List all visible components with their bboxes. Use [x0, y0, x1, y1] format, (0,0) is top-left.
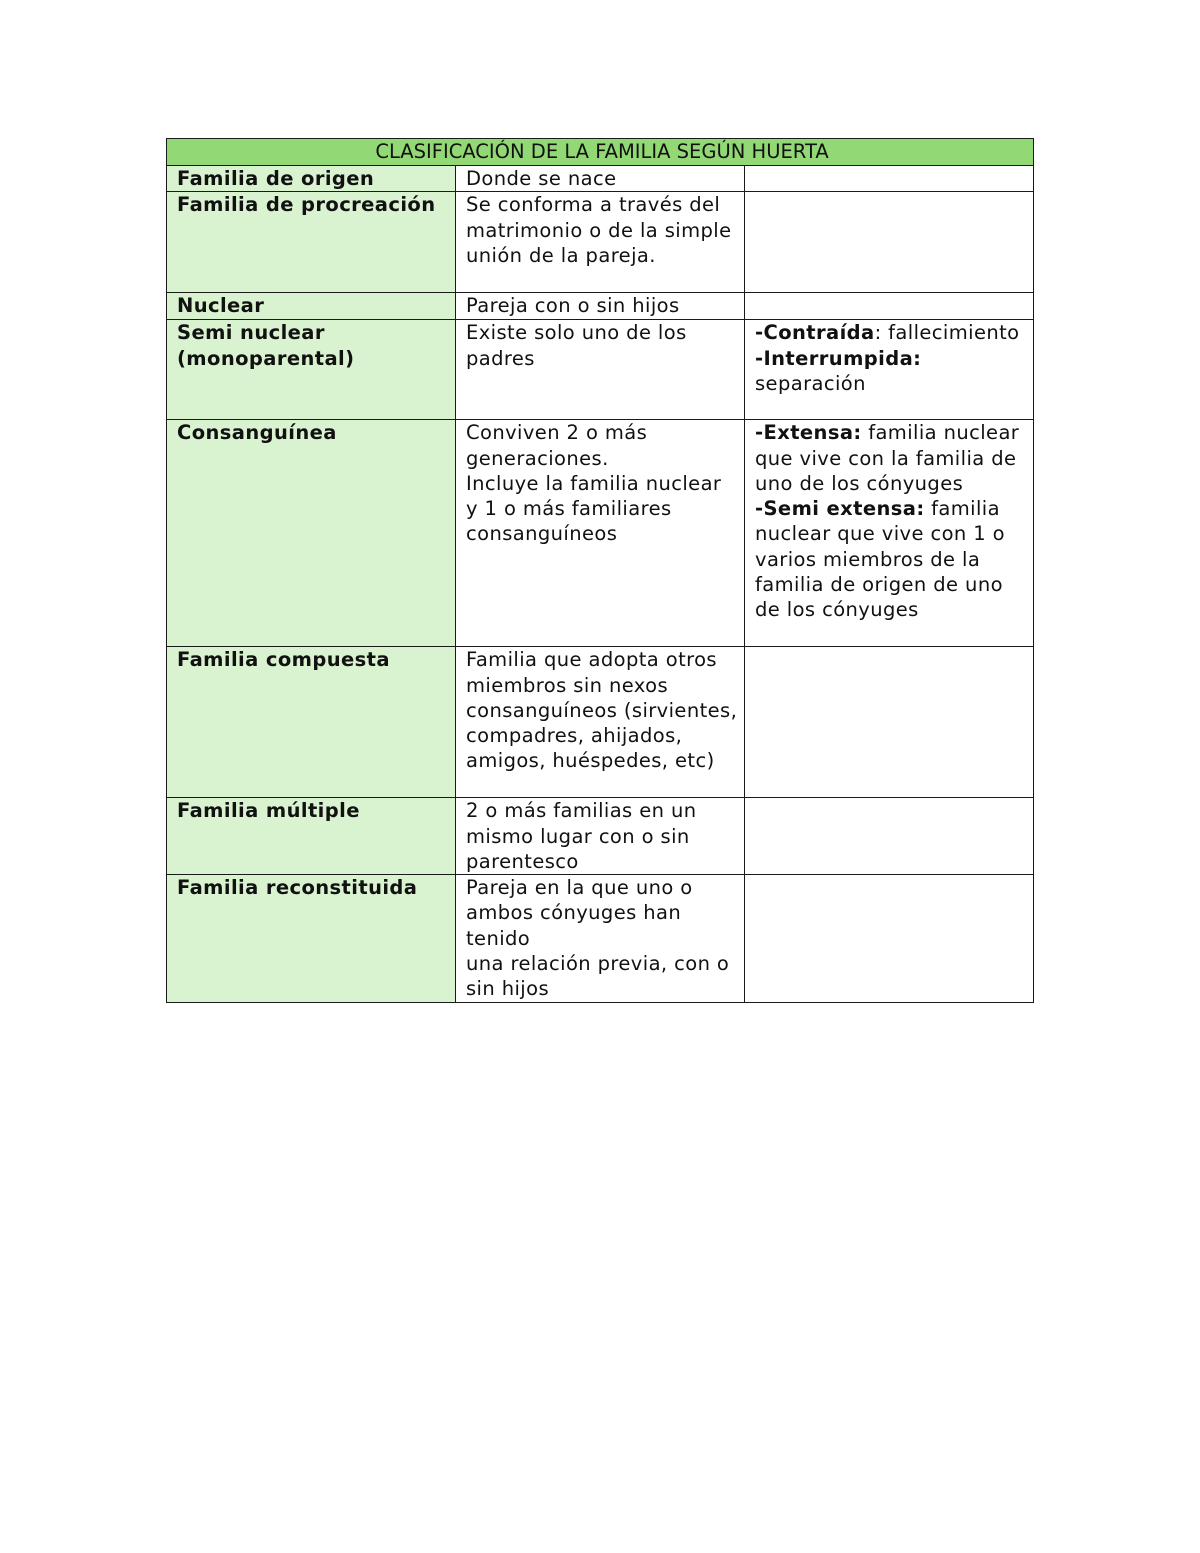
table-title: CLASIFICACIÓN DE LA FAMILIA SEGÚN HUERTA	[167, 139, 1034, 166]
table-title-row	[167, 139, 1034, 166]
description-text: 2 o más familias en un mismo lugar con o sin parentesco	[466, 799, 697, 873]
row-subtypes	[745, 320, 1034, 420]
row-subtypes	[745, 647, 1034, 798]
subtype-term: -Contraída	[755, 321, 875, 345]
table-row	[167, 166, 1034, 192]
row-label: Consanguínea	[167, 420, 456, 647]
row-subtypes	[745, 166, 1034, 192]
description-text: Donde se nace	[466, 167, 617, 190]
description-text: Pareja con o sin hijos	[466, 294, 680, 318]
row-label: Semi nuclear (monoparental)	[167, 320, 456, 420]
table-row	[167, 293, 1034, 320]
family-classification-table	[166, 138, 1034, 1003]
subtype-entry	[755, 346, 1027, 397]
description-text: Incluye la familia nuclear y 1 o más familiares consanguíneos	[466, 471, 722, 546]
row-label: Familia de origen	[167, 166, 456, 192]
row-subtypes	[745, 798, 1034, 875]
row-subtypes	[745, 420, 1034, 647]
table-row	[167, 798, 1034, 875]
row-description	[456, 647, 745, 798]
description-text: Conviven 2 o más generaciones.	[466, 421, 648, 470]
table-row	[167, 192, 1034, 293]
row-description	[456, 293, 745, 320]
row-label: Familia compuesta	[167, 647, 456, 798]
description-text: Familia que adopta otros miembros sin nexos consanguíneos (sirvientes, compadres, ahijados, amigos, huéspedes, etc)	[466, 648, 738, 773]
row-label: Familia múltiple	[167, 798, 456, 875]
subtype-text: separación	[755, 371, 866, 395]
subtype-entry	[755, 496, 1027, 622]
row-description	[456, 875, 745, 1002]
row-description	[456, 798, 745, 875]
description-text: Se conforma a través del matrimonio o de la simple unión de la pareja.	[466, 193, 732, 267]
table-row	[167, 320, 1034, 420]
row-subtypes	[745, 192, 1034, 293]
description-text: Pareja en la que uno o ambos cónyuges han tenido	[466, 876, 693, 950]
subtype-term: -Interrumpida:	[755, 346, 922, 370]
row-subtypes	[745, 293, 1034, 320]
row-label: Familia reconstituida	[167, 875, 456, 1002]
table-row	[167, 647, 1034, 798]
row-description	[456, 166, 745, 192]
description-text: una relación previa, con o sin hijos	[466, 952, 730, 1001]
subtype-entry	[755, 320, 1027, 345]
subtype-text: familia nuclear que vive con 1 o varios miembros de la familia de origen de uno de los cónyuges	[755, 497, 1005, 622]
subtype-text: familia nuclear que vive con la familia de uno de los cónyuges	[755, 421, 1020, 495]
subtype-term: -Extensa:	[755, 421, 862, 445]
subtype-entry	[755, 420, 1027, 496]
row-description	[456, 192, 745, 293]
description-text: Existe solo uno de los padres	[466, 321, 687, 370]
subtype-term: -Semi extensa:	[755, 497, 925, 521]
row-description	[456, 420, 745, 647]
table-row	[167, 875, 1034, 1002]
row-subtypes	[745, 875, 1034, 1002]
row-label: Nuclear	[167, 293, 456, 320]
table-row	[167, 420, 1034, 647]
row-label: Familia de procreación	[167, 192, 456, 293]
subtype-text: : fallecimiento	[874, 321, 1020, 345]
row-description	[456, 320, 745, 420]
